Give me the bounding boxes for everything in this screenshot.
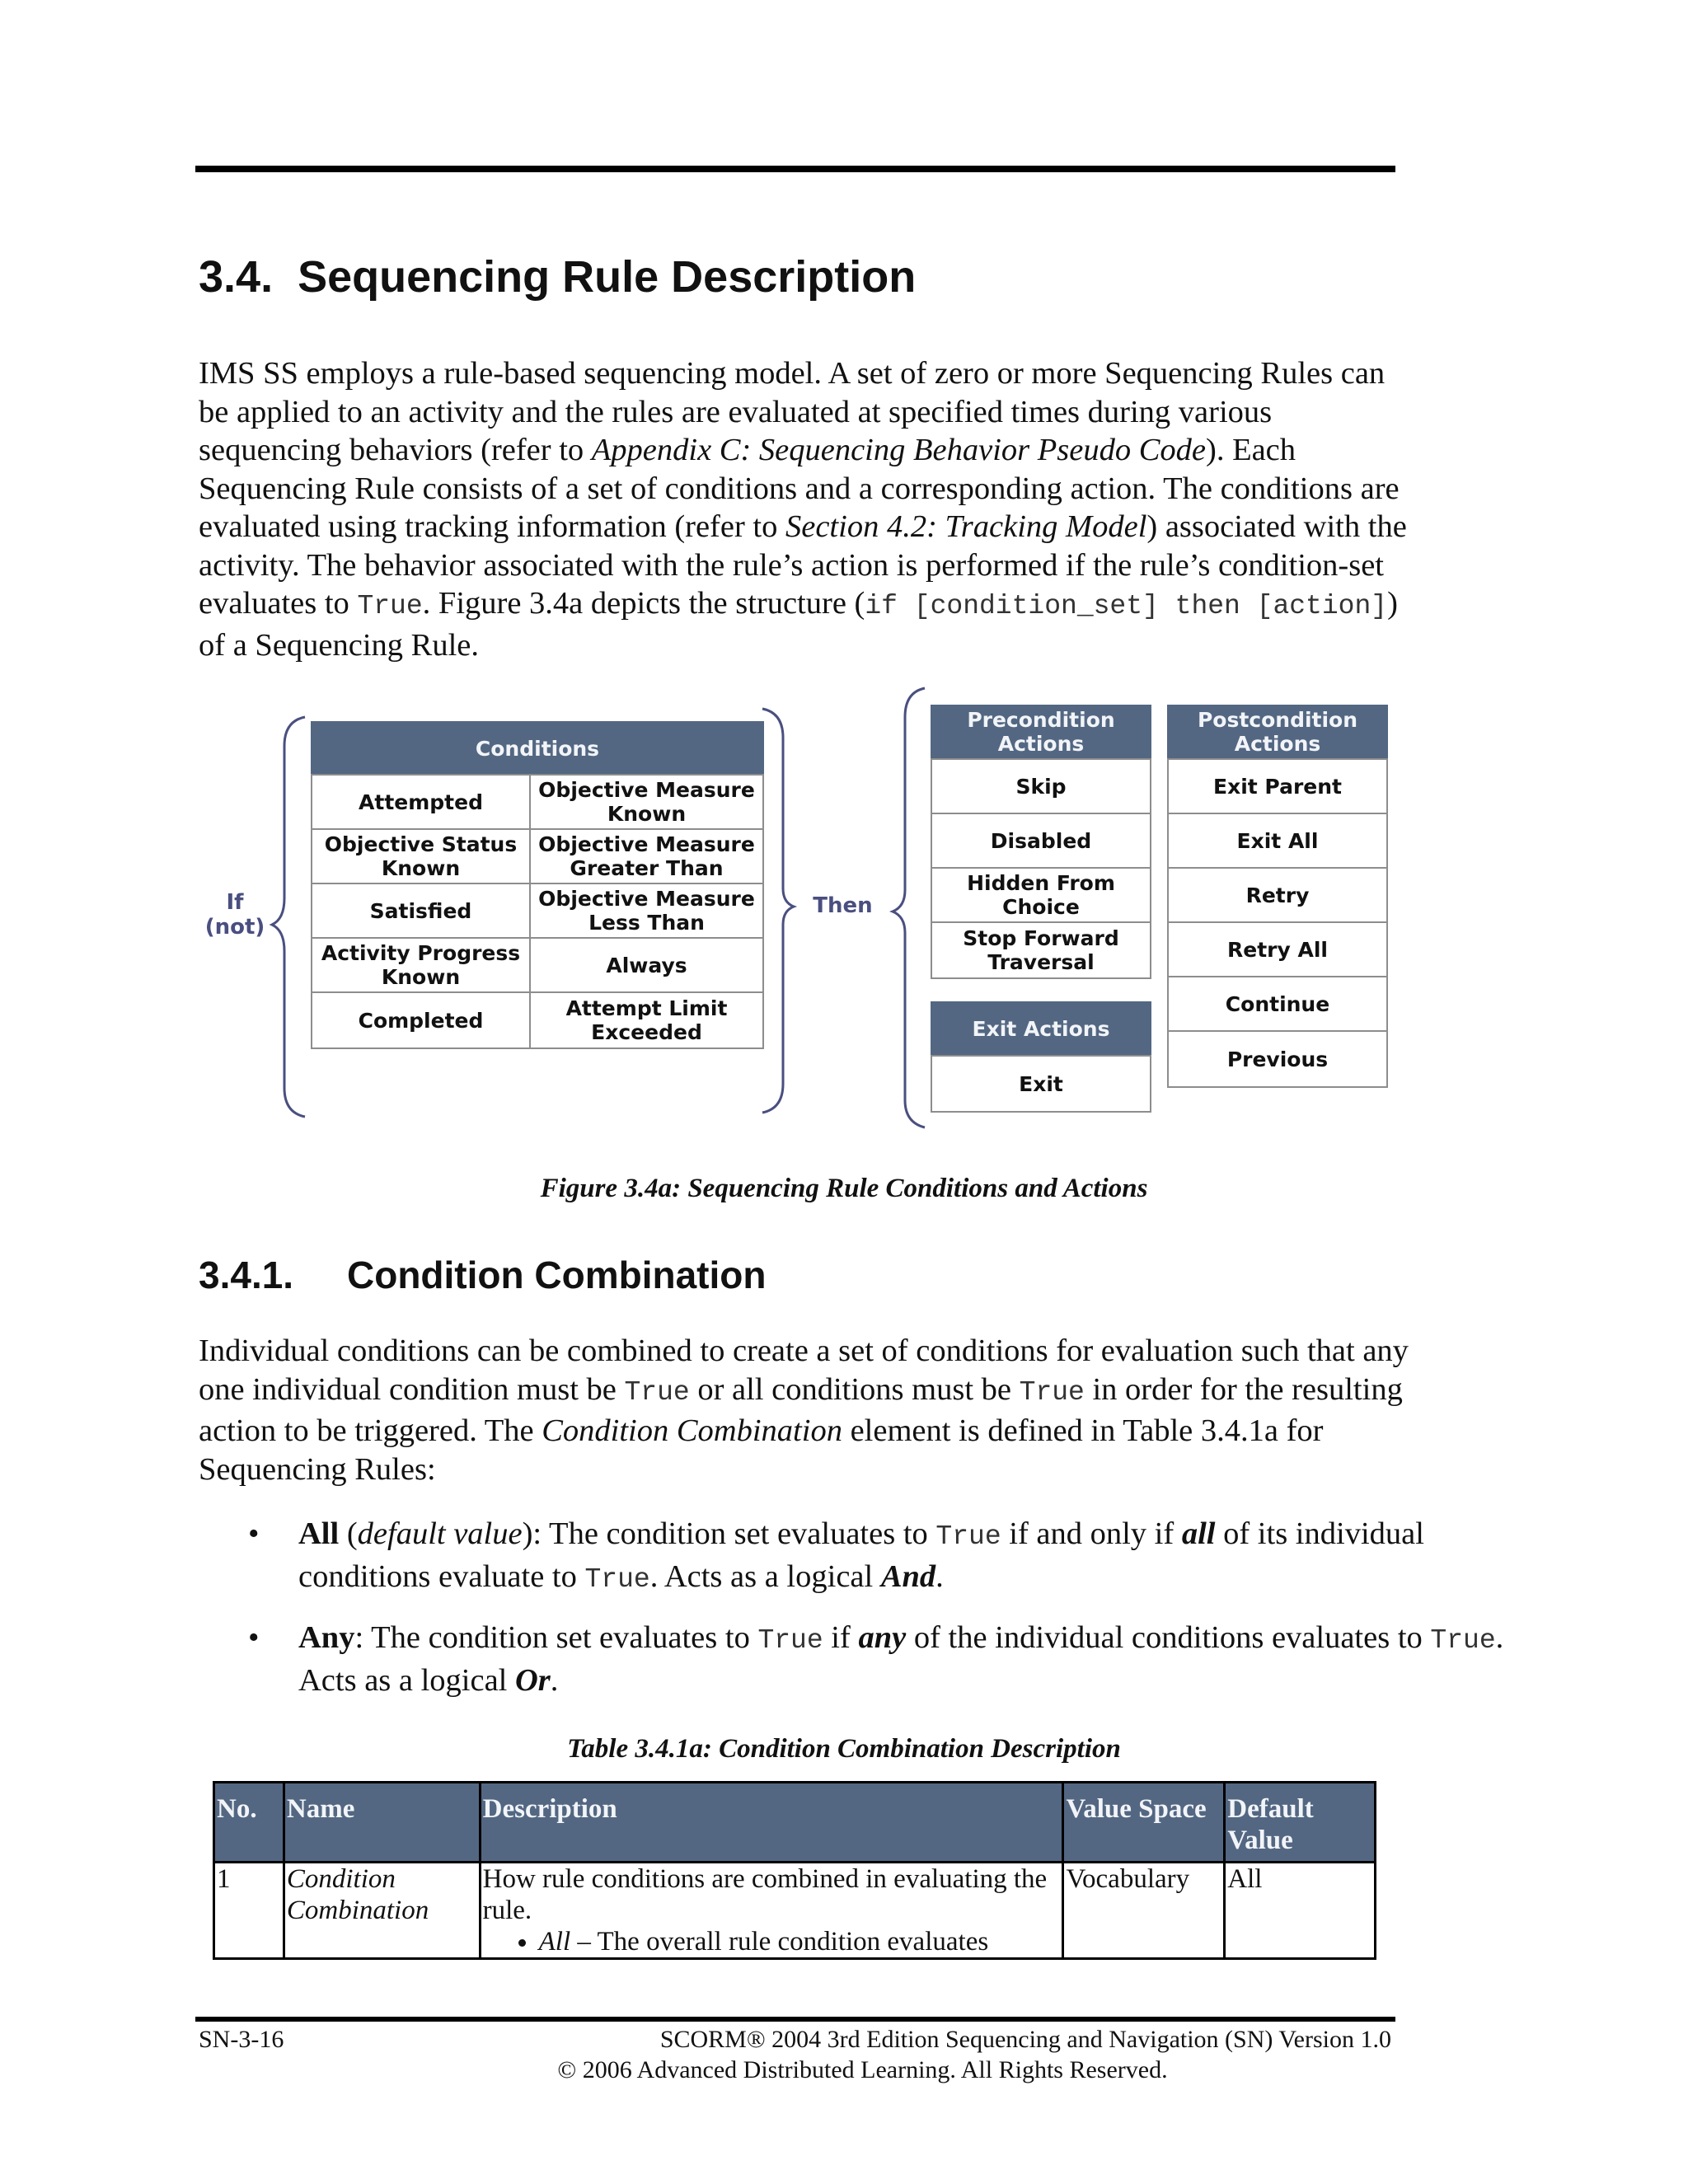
cell-description-text: How rule conditions are combined in evaluating the rule. (482, 1864, 1048, 1925)
then-label: Then (813, 893, 873, 918)
condition-activity-progress-known: Activity Progress Known (311, 937, 531, 993)
code-true-2: True (1019, 1376, 1085, 1408)
combination-text-2: or all conditions must be (689, 1371, 1020, 1407)
bullet-term-all: All (298, 1516, 340, 1551)
actions-brace-shape (893, 688, 925, 1127)
bullet-text: of its individual conditions evaluate to (298, 1516, 1424, 1594)
cell-description (480, 1863, 1063, 1959)
action-exit-all: Exit All (1167, 813, 1388, 869)
code-true: True (757, 1625, 823, 1656)
bullet-text: : The condition set evaluates to (354, 1620, 758, 1655)
condition-combination-table (213, 1781, 1376, 1960)
appendix-c-ref: Appendix C: Sequencing Behavior Pseudo Code (591, 433, 1206, 467)
table-caption: Table 3.4.1a: Condition Combination Description (567, 1734, 1121, 1764)
not-label: (not) (204, 915, 265, 940)
logic-or: Or (515, 1663, 551, 1698)
condition-attempt-limit-exceeded: Attempt Limit Exceeded (529, 991, 764, 1049)
cell-name-text: Condition Combination (286, 1864, 429, 1925)
intro-text-3: ) associated with the activity. The behavior associated with the rule’s action is performed if the rule’s condition-set evaluates to (199, 509, 1407, 621)
bullet-text: . Acts as a logical (298, 1620, 1504, 1698)
logic-and: And (880, 1559, 936, 1594)
action-previous: Previous (1167, 1030, 1388, 1088)
header-name: Name (284, 1783, 480, 1863)
code-true: True (935, 1521, 1001, 1552)
action-exit: Exit (931, 1055, 1151, 1113)
code-true: True (1430, 1625, 1496, 1656)
exit-actions-header: Exit Actions (931, 1001, 1151, 1056)
cell-name (284, 1863, 480, 1959)
then-brace-shape (762, 709, 794, 1113)
bullet-text: . Acts as a logical (649, 1559, 881, 1594)
desc-item-term: All (538, 1927, 571, 1957)
action-stop-forward-traversal: Stop Forward Traversal (931, 921, 1151, 979)
combination-text-3: in order for the resulting action to be triggered. The (199, 1371, 1403, 1448)
subsection-title: Condition Combination (347, 1254, 767, 1296)
conditions-header: Conditions (311, 721, 764, 776)
intro-text-2: ). Each Sequencing Rule consists of a set of conditions and a corresponding action. The conditions are evaluated using tracking information (refer to (199, 433, 1400, 544)
bullet-text: of the individual conditions evaluates to (906, 1620, 1431, 1655)
condition-objective-measure-known: Objective Measure Known (529, 774, 764, 830)
bullet-all: • All (default value): The condition set evaluates to True if and only if all of its individual conditions evaluate to True. Acts as a logical And. (199, 1514, 1510, 1600)
action-continue: Continue (1167, 976, 1388, 1032)
combination-paragraph (199, 1332, 1410, 1488)
subsection-number: 3.4.1. (199, 1254, 294, 1296)
condition-combination-ref: Condition Combination (542, 1413, 842, 1448)
condition-objective-measure-less-than: Objective Measure Less Than (529, 883, 764, 939)
cell-no: 1 (214, 1863, 284, 1959)
section-number: 3.4. (199, 252, 274, 302)
description-list (483, 1926, 1061, 1957)
description-list-item (539, 1926, 1061, 1957)
header-value-space: Value Space (1063, 1783, 1225, 1863)
section-heading (199, 251, 916, 302)
code-true: True (584, 1564, 650, 1595)
action-exit-parent: Exit Parent (1167, 758, 1388, 814)
subsection-heading (199, 1253, 766, 1297)
combination-text-1: Individual conditions can be combined to create a set of conditions for evaluation such that any one individual condition must be (199, 1333, 1409, 1407)
footer-page-id: SN-3-16 (199, 2026, 284, 2053)
header-default-value: Default Value (1225, 1783, 1376, 1863)
bullet-text: : The condition set evaluates to (532, 1516, 936, 1551)
bullet-text: if and only if (1001, 1516, 1182, 1551)
intro-paragraph (199, 354, 1410, 664)
condition-objective-status-known: Objective Status Known (311, 828, 531, 884)
emph-all: all (1181, 1516, 1216, 1551)
bullet-any (199, 1618, 1510, 1700)
action-disabled: Disabled (931, 813, 1151, 869)
action-hidden-from-choice: Hidden From Choice (931, 867, 1151, 923)
if-brace-shape (272, 717, 305, 1117)
cell-default-value: All (1225, 1863, 1376, 1959)
table-header-row (214, 1783, 1376, 1863)
precondition-actions-header: Precondition Actions (931, 705, 1151, 759)
bullet-text: . (935, 1559, 944, 1594)
bullet-text: if (823, 1620, 859, 1655)
postcondition-actions-header: Postcondition Actions (1167, 705, 1388, 759)
condition-attempted: Attempted (311, 774, 531, 830)
condition-completed: Completed (311, 991, 531, 1049)
bullet-dot: • (248, 1516, 260, 1551)
action-skip: Skip (931, 758, 1151, 814)
cell-value-space: Vocabulary (1063, 1863, 1225, 1959)
top-rule (195, 166, 1395, 172)
condition-satisfied: Satisfied (311, 883, 531, 939)
table-row (214, 1863, 1376, 1959)
intro-text-5: ) of a Sequencing Rule. (199, 586, 1398, 663)
desc-item-rest: – The overall rule condition evaluates (570, 1927, 989, 1957)
intro-text-1: IMS SS employs a rule-based sequencing model. A set of zero or more Sequencing Rules can be applied to an activity and the rules are evaluated at specified times during various sequencing behaviors (refer to (199, 356, 1386, 467)
code-true-1: True (624, 1376, 690, 1408)
bottom-rule (195, 2017, 1395, 2022)
intro-text-4: . Figure 3.4a depicts the structure ( (422, 586, 865, 621)
code-rule-syntax: if [condition_set] then [action] (865, 591, 1388, 621)
if-label: If (226, 890, 244, 915)
combination-text-4: element is defined in Table 3.4.1a for Sequencing Rules: (199, 1413, 1324, 1487)
section-4-2-ref: Section 4.2: Tracking Model (785, 509, 1147, 544)
emph-any: any (858, 1620, 907, 1655)
if-not-label (198, 890, 272, 940)
footer-copyright: © 2006 Advanced Distributed Learning. All Rights Reserved. (557, 2056, 1168, 2083)
header-no: No. (214, 1783, 284, 1863)
bullet-text: . (550, 1663, 559, 1698)
condition-objective-measure-greater-than: Objective Measure Greater Than (529, 828, 764, 884)
figure-caption: Figure 3.4a: Sequencing Rule Conditions and Actions (540, 1174, 1148, 1203)
footer-doc-title: SCORM® 2004 3rd Edition Sequencing and Navigation (SN) Version 1.0 (659, 2026, 1391, 2053)
combination-bullets (199, 1514, 1510, 1718)
bullet-term-any: Any (298, 1620, 355, 1655)
default-value-note: default value (357, 1516, 523, 1551)
bullet-dot: • (248, 1620, 260, 1655)
code-true: True (357, 591, 423, 621)
header-description: Description (480, 1783, 1063, 1863)
condition-always: Always (529, 937, 764, 993)
action-retry: Retry (1167, 867, 1388, 923)
action-retry-all: Retry All (1167, 921, 1388, 977)
section-title: Sequencing Rule Description (298, 252, 917, 302)
